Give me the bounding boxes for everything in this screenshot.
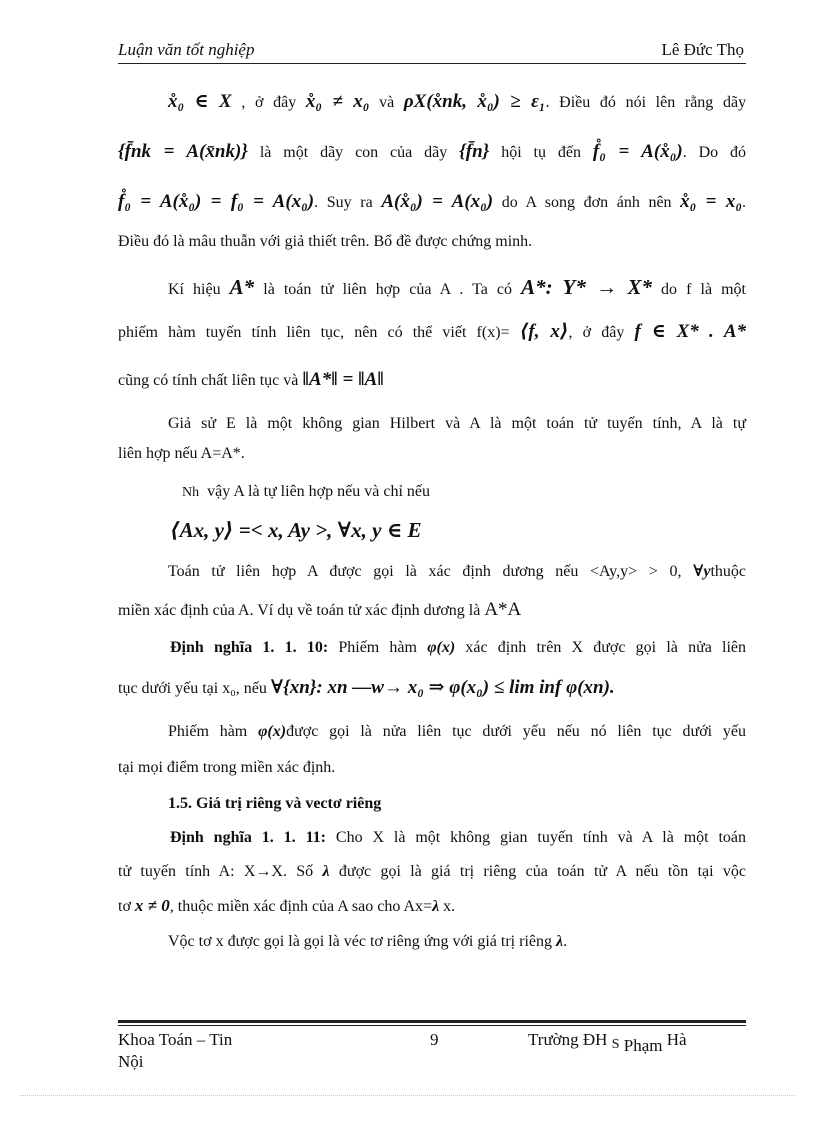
header-rule [118, 63, 746, 64]
text-line: Vộc tơ x được gọi là gọi là véc tơ riêng ứng với giá trị riêng λ. [168, 933, 568, 950]
math: ‖A*‖ = ‖A‖ [302, 369, 384, 390]
footer-rule-thick [118, 1020, 746, 1023]
math: f ∈ X* [634, 321, 699, 342]
math: {f̄n} [459, 141, 490, 162]
math: ρX(x̊nk, x̊₀) ≥ ε₁ [403, 91, 546, 112]
footer-left: Khoa Toán – Tin [118, 1030, 233, 1049]
math: ⟨f, x⟩ [519, 321, 569, 342]
header-right: Lê Đức Thọ [661, 40, 744, 59]
math: A*: Y* → X* [521, 275, 652, 299]
section-heading: 1.5. Giá trị riêng và vectơ riêng [168, 795, 382, 812]
text-line: Phiếm hàm φ(x)được gọi là nửa liên tục dưới yếu nếu nó liên tục dưới yếu [168, 723, 747, 740]
math: x̊₀ = x₀ [680, 191, 742, 212]
math: ∀y [693, 563, 711, 580]
footer-rule-thin [118, 1025, 746, 1026]
math: A* [229, 275, 255, 299]
math: λ [555, 933, 564, 950]
text-line: Toán tử liên hợp A được gọi là xác định dương nếu <Ay,y> > 0, ∀ythuộc [168, 563, 747, 580]
text-line: tục dưới yếu tại x₀, nếu ∀{xn}: xn —w→ x₀ ⇒ φ(x₀) ≤ lim inf φ(xn). [118, 677, 615, 698]
math: φ(x) [427, 639, 456, 656]
text-line: cũng có tính chất liên tục và ‖A*‖ = ‖A‖ [118, 369, 384, 390]
math: A*A [484, 599, 522, 620]
math: x ≠ 0 [134, 896, 170, 915]
math-equation: ⟨Ax, y⟩ =< x, Ay >, ∀x, y ∈ E [170, 518, 422, 542]
math: . A* [708, 321, 747, 342]
text-line: x̊₀ ∈ X , ở đây x̊₀ ≠ x₀ và ρX(x̊nk, x̊₀) ≥ ε₁. Điều đó nói lên rằng dãy [168, 91, 747, 112]
text-line: Nh vậy A là tự liên hợp nếu và chỉ nếu [182, 483, 430, 500]
definition-label: Định nghĩa 1. 1. 10: [170, 639, 329, 656]
math: λ [322, 863, 330, 880]
text-line: tại mọi điểm trong miền xác định. [118, 759, 336, 776]
math: x̊₀ ∈ X [168, 91, 232, 112]
definition-label: Định nghĩa 1. 1. 11: [170, 829, 327, 846]
header-left: Luận văn tốt nghiệp [118, 40, 255, 59]
footer-left-cont: Nội [118, 1052, 144, 1071]
math: ∀{xn}: xn —w→ x₀ ⇒ φ(x₀) ≤ lim inf φ(xn). [270, 677, 615, 698]
text-line: phiếm hàm tuyến tính liên tục, nên có thể viết f(x)= ⟨f, x⟩, ở đây f ∈ X* . A* [118, 321, 747, 342]
text-line: Định nghĩa 1. 1. 10: Phiếm hàm φ(x) xác định trên X được gọi là nửa liên [170, 639, 747, 656]
math: f̊₀ = A(x̊₀) [592, 141, 683, 162]
text-line: {f̄nk = A(x̄nk)} là một dãy con của dãy {f̄n} hội tụ đến f̊₀ = A(x̊₀). Do đó [118, 141, 747, 162]
math: f̊₀ = A(x̊₀) = f₀ = A(x₀) [118, 191, 315, 212]
footer-right: Trường ĐH S Phạm Hà [528, 1030, 687, 1055]
math: φ(x) [258, 723, 287, 740]
text-line: Định nghĩa 1. 1. 11: Cho X là một không gian tuyến tính và A là một toán [170, 829, 747, 846]
text-line: Kí hiệu A* là toán tử liên hợp của A . Ta có A*: Y* → X* do f là một [168, 275, 746, 299]
text-line: Giả sử E là một không gian Hilbert và A là một toán tử tuyến tính, A là tự [168, 415, 746, 432]
text-line: Điều đó là mâu thuẫn với giả thiết trên. Bổ đề được chứng minh. [118, 233, 533, 250]
math: A(x̊₀) = A(x₀) [381, 191, 494, 212]
math: λ [432, 898, 440, 915]
text-line: miền xác định của A. Ví dụ về toán tử xác định dương là A*A [118, 599, 522, 620]
math: x̊₀ ≠ x₀ [305, 91, 370, 112]
text-line: tử tuyến tính A: X→X. Số λ được gọi là giá trị riêng của toán tử A nếu tồn tại vộc [118, 863, 747, 880]
text-line: f̊₀ = A(x̊₀) = f₀ = A(x₀). Suy ra A(x̊₀) = A(x₀) do A song đơn ánh nên x̊₀ = x₀. [118, 191, 746, 212]
text-line: liên hợp nếu A=A*. [118, 445, 245, 462]
math: {f̄nk = A(x̄nk)} [118, 141, 248, 162]
page-edge [20, 1095, 796, 1096]
text-line: tơ x ≠ 0, thuộc miền xác định của A sao cho Ax=λ x. [118, 896, 456, 915]
page-number: 9 [430, 1030, 439, 1049]
text-line [118, 518, 746, 545]
